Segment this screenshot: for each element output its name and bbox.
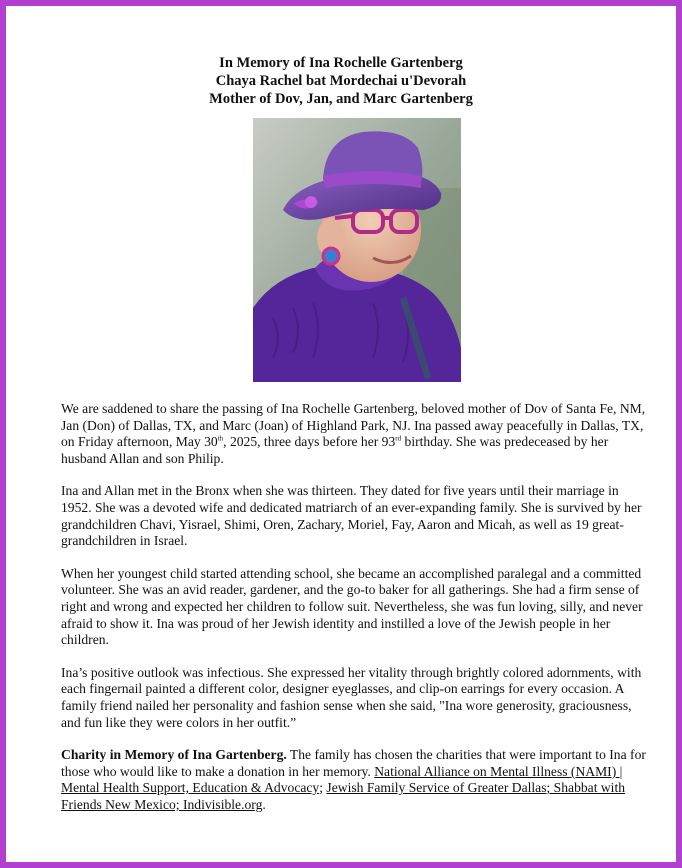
obituary-body	[61, 401, 646, 829]
paragraph-family: Ina and Allan met in the Bronx when she was thirteen. They dated for five years until their marriage in 1952. She was a devoted wife and dedicated matriarch of an ever-expanding family. She is survived by her grandchildren Chavi, Yisrael, Shimi, Oren, Zachary, Moriel, Fay, Aaron and Micah, as well as 19 great-grandchildren in Israel.	[61, 483, 642, 549]
paragraph-outlook: Ina’s positive outlook was infectious. She expressed her vitality through brightly colored adornments, with each fingernail painted a different color, designer eyeglasses, and clip-on earrings for every occasion. A family friend nailed her personality and fashion sense when she said, "Ina wore generosity, graciousness, and fun like they were colors in her outfit.”	[61, 664, 642, 730]
charity-link-jfs[interactable]: Jewish Family Service of Greater Dallas	[326, 780, 547, 796]
memorial-header	[6, 54, 676, 108]
portrait-illustration	[253, 118, 461, 382]
charity-text: The family has chosen the charities that were important to Ina for those who would like to make a donation in her memory.	[61, 747, 646, 779]
paragraph-career: When her youngest child started attending school, she became an accomplished paralegal and a committed volunteer. She was an avid reader, gardener, and the go-to baker for all gatherings. She had a firm sense of right and wrong and expected her children to follow suit. Nevertheless, she was fun loving, silly, and never afraid to show it. Ina was proud of her Jewish identity and instilled a love of the Jewish people in her children.	[61, 565, 643, 648]
p1-sup-rd: rd	[395, 434, 402, 443]
memorial-page	[6, 6, 676, 862]
p1-text-a: We are saddened to share the passing of Ina Rochelle Gartenberg, beloved mother of Dov of Santa Fe, NM, Jan (Don) of Dallas, TX, and Marc (Joan) of Highland Park, NJ. Ina passed away peacefully in Dallas, TX, on Friday afternoon, May 30	[61, 401, 646, 450]
charity-link-nami[interactable]: National Alliance on Mental Illness (NAMI) | Mental Health Support, Education & Advocacy	[61, 763, 623, 796]
header-subtitle: Mother of Dov, Jan, and Marc Gartenberg	[209, 91, 473, 107]
charity-separator: ;	[319, 780, 327, 796]
header-title: In Memory of Ina Rochelle Gartenberg	[219, 55, 463, 71]
p1-text-b: , 2025, three days before her 93	[223, 434, 396, 450]
charity-link-others[interactable]: ; Shabbat with Friends New Mexico; Indivisible.org	[61, 780, 626, 812]
charity-period: .	[262, 796, 266, 812]
charity-heading: Charity in Memory of Ina Gartenberg.	[61, 747, 287, 763]
p1-sup-th: th	[217, 434, 224, 443]
header-hebrew-name: Chaya Rachel bat Mordechai u'Devorah	[215, 73, 467, 89]
portrait-photo	[253, 118, 461, 382]
p1-text-c: birthday. She was predeceased by her husband Allan and son Philip.	[61, 434, 609, 466]
paragraph-passing	[61, 401, 646, 467]
paragraph-charity	[61, 747, 646, 813]
